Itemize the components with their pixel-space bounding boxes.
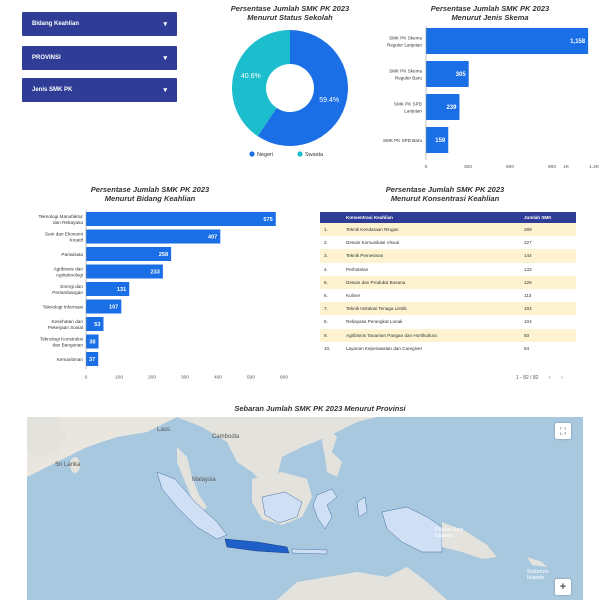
donut-label-0: 59.4% [319, 96, 340, 104]
table-cell-jumlah: 93 [520, 329, 576, 342]
table-row [320, 302, 576, 315]
map-label-malaysia: Malaysia [192, 477, 216, 483]
table-header-konsentrasi[interactable]: Konsentrasi Keahlian [342, 212, 520, 223]
map-label-papua-new-guinea: Papua New Guinea [435, 527, 464, 539]
table-cell-no: 3. [320, 249, 342, 262]
table-cell-konsentrasi: Layanan Keperawatan dan Caregiver [342, 342, 520, 355]
bidang-value-label-6: 53 [94, 322, 101, 328]
table-cell-konsentrasi: Teknik Pemesinan [342, 249, 520, 262]
skema-tick-label-1: 300 [463, 165, 473, 170]
map-label-sri-lanka: Sri Lanka [55, 462, 81, 468]
table-cell-jumlah: 289 [520, 223, 576, 236]
bidang-category-label-3: Agribisnis dan [53, 266, 83, 272]
table-pager [516, 375, 563, 381]
bidang-tick-label-1: 100 [114, 375, 124, 381]
table-row [320, 315, 576, 328]
skema-bar-chart [360, 22, 600, 170]
table-cell-no: 9. [320, 329, 342, 342]
bidang-category-label-4: Energi dan [60, 283, 83, 289]
bidang-bar-0 [86, 212, 276, 226]
bidang-value-label-8: 37 [88, 357, 96, 363]
table-cell-no: 7. [320, 302, 342, 315]
table-row [320, 342, 576, 355]
status-donut-chart [220, 26, 360, 162]
table-row [320, 329, 576, 342]
skema-tick-label-4: 1K [563, 165, 569, 170]
bidang-value-label-1: 407 [207, 234, 218, 241]
legend-label-0: Negeri [257, 152, 274, 158]
table-cell-jumlah: 84 [520, 342, 576, 355]
table-row [320, 263, 576, 276]
table-cell-konsentrasi: Desain Komunikasi Visual [342, 236, 520, 249]
plus-icon[interactable]: + [555, 579, 571, 595]
map-label-laos: Laos [157, 427, 171, 433]
pager-range: 1 - 82 / 82 [516, 375, 539, 381]
bidang-tick-label-5: 500 [246, 375, 256, 381]
legend-label-1: Swasta [305, 152, 324, 158]
table-cell-no: 6. [320, 289, 342, 302]
table-cell-konsentrasi: Teknik Instalasi Tenaga Listrik [342, 302, 520, 315]
table-cell-konsentrasi: Perhotelan [342, 263, 520, 276]
skema-category-label-0: Reguler Lanjutan [387, 42, 422, 48]
filter-label: PROVINSI [32, 55, 61, 61]
bidang-category-label-7: dan Bangunan [52, 342, 83, 348]
skema-category-label-2: SMK PK SPD [393, 101, 422, 107]
bidang-category-label-1: Seni dan Ekonomi [44, 231, 83, 237]
bidang-bar-chart [0, 206, 300, 386]
table-header-jumlah[interactable]: Jumlah SMK [520, 212, 576, 223]
table-row [320, 276, 576, 289]
table-cell-jumlah: 104 [520, 315, 576, 328]
bidang-category-label-5: Teknologi Informasi [42, 304, 83, 310]
table-cell-konsentrasi: Teknik Kendaraan Ringan [342, 223, 520, 236]
legend-dot-0 [249, 151, 254, 156]
filter-provinsi[interactable] [22, 46, 177, 70]
table-cell-jumlah: 133 [520, 263, 576, 276]
table-row [320, 223, 576, 236]
skema-category-label-1: SMK PK Skema [389, 68, 422, 74]
table-row [320, 289, 576, 302]
filter-bidang-keahlian[interactable] [22, 12, 177, 36]
bidang-value-label-2: 258 [158, 252, 169, 258]
table-cell-no: 5. [320, 276, 342, 289]
bidang-tick-label-2: 200 [147, 375, 157, 381]
map-label-solomon-islands: Solomon Islands [527, 569, 549, 581]
bidang-category-label-6: Pekerjaan Sosial [47, 325, 83, 331]
skema-tick-label-5: 1.2K [589, 165, 599, 170]
skema-value-label-3: 159 [435, 138, 446, 144]
bidang-value-label-5: 107 [108, 304, 119, 311]
table-cell-konsentrasi: Agribisnis Tanaman Pangan dan Hortikultura [342, 329, 520, 342]
table-cell-jumlah: 227 [520, 236, 576, 249]
fullscreen-icon[interactable]: ⛶ [555, 423, 571, 439]
bidang-value-label-4: 131 [116, 287, 127, 293]
table-cell-konsentrasi: Rekayasa Perangkat Lunak [342, 315, 520, 328]
skema-chart-title: Persentase Jumlah SMK PK 2023 Menurut Jenis Skema [430, 4, 550, 22]
konsentrasi-table-title: Persentase Jumlah SMK PK 2023 Menurut Konsentrasi Keahlian [385, 185, 505, 203]
skema-category-label-0: SMK PK Skema [389, 35, 422, 41]
bidang-bar-1 [86, 230, 220, 244]
table-header-no[interactable] [320, 212, 342, 223]
bidang-category-label-6: Kesehatan dan [51, 318, 83, 324]
skema-category-label-2: Lanjutan [404, 108, 422, 114]
konsentrasi-table [320, 212, 576, 355]
skema-bar-0 [426, 28, 588, 54]
skema-tick-label-0: 0 [424, 165, 428, 170]
table-cell-konsentrasi: Kuliner [342, 289, 520, 302]
bidang-category-label-7: Teknologi Konstruksi [40, 336, 83, 342]
status-chart-title: Persentase Jumlah SMK PK 2023 Menurut Status Sekolah [230, 4, 350, 22]
filter-jenis-smk-pk[interactable] [22, 78, 177, 102]
filter-label: Bidang Keahlian [32, 21, 80, 27]
skema-tick-label-3: 900 [547, 165, 557, 170]
bidang-category-label-4: Pertambangan [52, 290, 83, 296]
bidang-tick-label-4: 400 [213, 375, 223, 381]
table-cell-no: 10. [320, 342, 342, 355]
table-cell-no: 8. [320, 315, 342, 328]
skema-tick-label-2: 600 [505, 165, 515, 170]
bidang-category-label-3: Agriteknologi [55, 272, 83, 278]
bidang-category-label-0: Teknologi Manufaktur [38, 213, 83, 219]
chevron-down-icon: ▾ [163, 87, 167, 94]
bidang-tick-label-0: 0 [84, 375, 88, 381]
bidang-tick-label-3: 300 [180, 375, 190, 381]
table-cell-no: 1. [320, 223, 342, 236]
map-title: Sebaran Jumlah SMK PK 2023 Menurut Provinsi [234, 404, 406, 413]
bidang-tick-label-6: 600 [279, 375, 289, 381]
donut-label-1: 40.6% [240, 73, 261, 81]
map-canvas [27, 417, 583, 600]
bidang-category-label-1: Kreatif [69, 237, 83, 243]
filter-label: Jenis SMK PK [32, 87, 73, 93]
table-row [320, 236, 576, 249]
bidang-category-label-0: dan Rekayasa [53, 220, 83, 226]
skema-value-label-2: 239 [446, 105, 457, 111]
legend-dot-1 [297, 151, 302, 156]
bidang-value-label-3: 233 [150, 269, 160, 276]
skema-value-label-0: 1,158 [570, 39, 586, 45]
bidang-chart-title: Persentase Jumlah SMK PK 2023 Menurut Bidang Keahlian [90, 185, 210, 203]
table-cell-no: 4. [320, 263, 342, 276]
table-cell-konsentrasi: Desain dan Produksi Busana [342, 276, 520, 289]
bidang-value-label-0: 575 [263, 217, 273, 223]
bidang-category-label-2: Pariwisata [61, 252, 83, 257]
skema-category-label-3: SMK PK SPD Baru [382, 138, 422, 143]
bidang-value-label-7: 38 [89, 339, 96, 346]
chevron-down-icon: ▾ [163, 21, 167, 28]
map-label-cambodia: Cambodia [212, 434, 240, 440]
table-cell-jumlah: 144 [520, 249, 576, 262]
chevron-down-icon: ▾ [163, 55, 167, 62]
table-cell-jumlah: 113 [520, 289, 576, 302]
bidang-category-label-8: Kemaritiman [56, 357, 83, 362]
table-row [320, 249, 576, 262]
table-cell-jumlah: 104 [520, 302, 576, 315]
skema-value-label-1: 305 [455, 72, 466, 78]
table-cell-jumlah: 126 [520, 276, 576, 289]
province-map[interactable] [27, 417, 583, 600]
table-cell-no: 2. [320, 236, 342, 249]
chevron-left-icon[interactable]: ‹ [548, 375, 551, 381]
chevron-right-icon[interactable]: › [560, 375, 563, 381]
skema-category-label-1: Reguler Baru [394, 75, 422, 81]
